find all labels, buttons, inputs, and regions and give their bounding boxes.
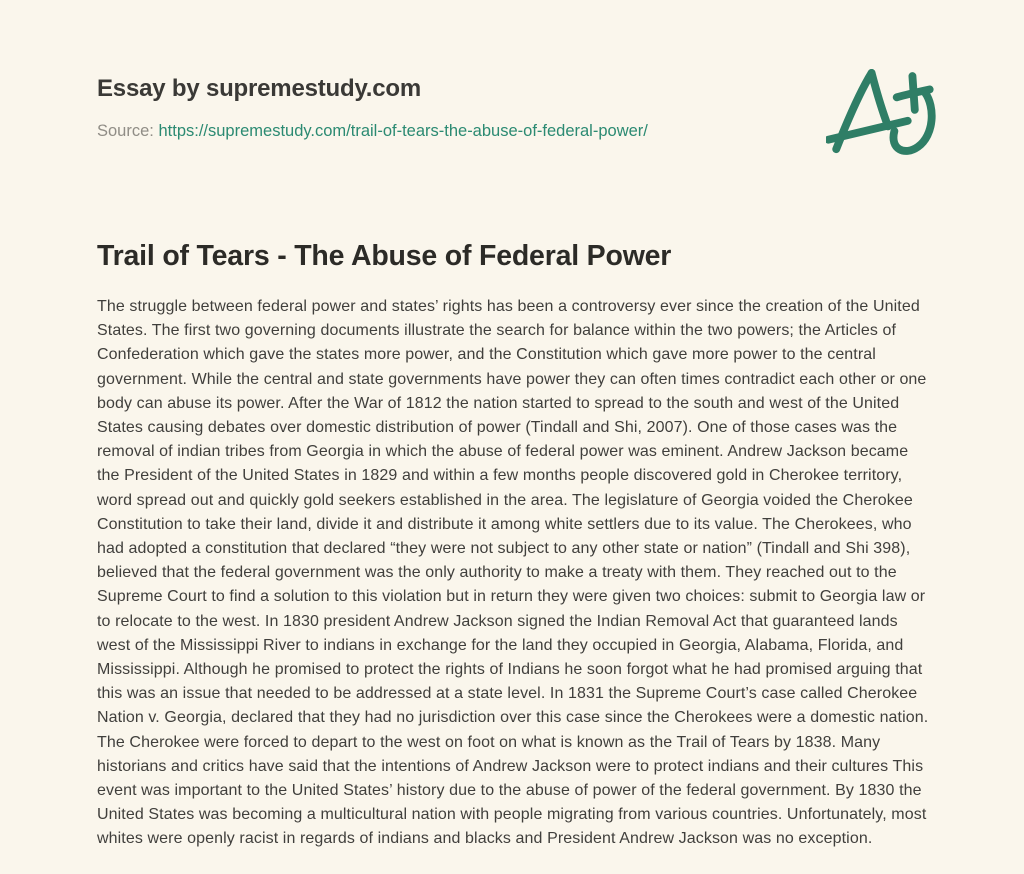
- a-plus-logo-icon: [826, 64, 936, 162]
- essay-title: Trail of Tears - The Abuse of Federal Power: [97, 240, 672, 272]
- essay-body-text: The struggle between federal power and states’ rights has been a controversy ever since the creation of the United States. The first two governing documents illustrate the search for balance within the two powers; the Articles of Confederation which gave the states more power, and the Constitution which gave more power to the central government. While the central and state governments have power they can often times contradict each other or one body can abuse its power. After the War of 1812 the nation started to spread to the south and west of the United States causing debates over domestic distribution of power (Tindall and Shi, 2007). One of those cases was the removal of indian tribes from Georgia in which the abuse of federal power was eminent. Andrew Jackson became the President of the United States in 1829 and within a few months people discovered gold in Cherokee territory, word spread out and quickly gold seekers established in the area. The legislature of Georgia voided the Cherokee Constitution to take their land, divide it and distribute it among white settlers due to its value. The Cherokees, who had adopted a constitution that declared “they were not subject to any other state or nation” (Tindall and Shi 398), believed that the federal government was the only authority to make a treaty with them. They reached out to the Supreme Court to find a solution to this violation but in return they were given two choices: submit to Georgia law or to relocate to the west. In 1830 president Andrew Jackson signed the Indian Removal Act that guaranteed lands west of the Mississippi River to indians in exchange for the land they occupied in Georgia, Alabama, Florida, and Mississippi. Although he promised to protect the rights of Indians he soon forgot what he had promised arguing that this was an issue that needed to be addressed at a state level. In 1831 the Supreme Court’s case called Cherokee Nation v. Georgia, declared that they had no jurisdiction over this case since the Cherokees were a domestic nation. The Cherokee were forced to depart to the west on foot on what is known as the Trail of Tears by 1838. Many historians and critics have said that the intentions of Andrew Jackson were to protect indians and their cultures This event was important to the United States’ history due to the abuse of power of the federal government. By 1830 the United States was becoming a multicultural nation with people migrating from various countries. Unfortunately, most whites were openly racist in regards of indians and blacks and President Andrew Jackson was no exception.: [97, 298, 929, 848]
- source-row: [97, 120, 930, 143]
- site-heading: Essay by supremestudy.com: [97, 75, 422, 102]
- source-label: Source:: [97, 122, 154, 140]
- source-url-link[interactable]: https://supremestudy.com/trail-of-tears-the-abuse-of-federal-power/: [158, 122, 648, 140]
